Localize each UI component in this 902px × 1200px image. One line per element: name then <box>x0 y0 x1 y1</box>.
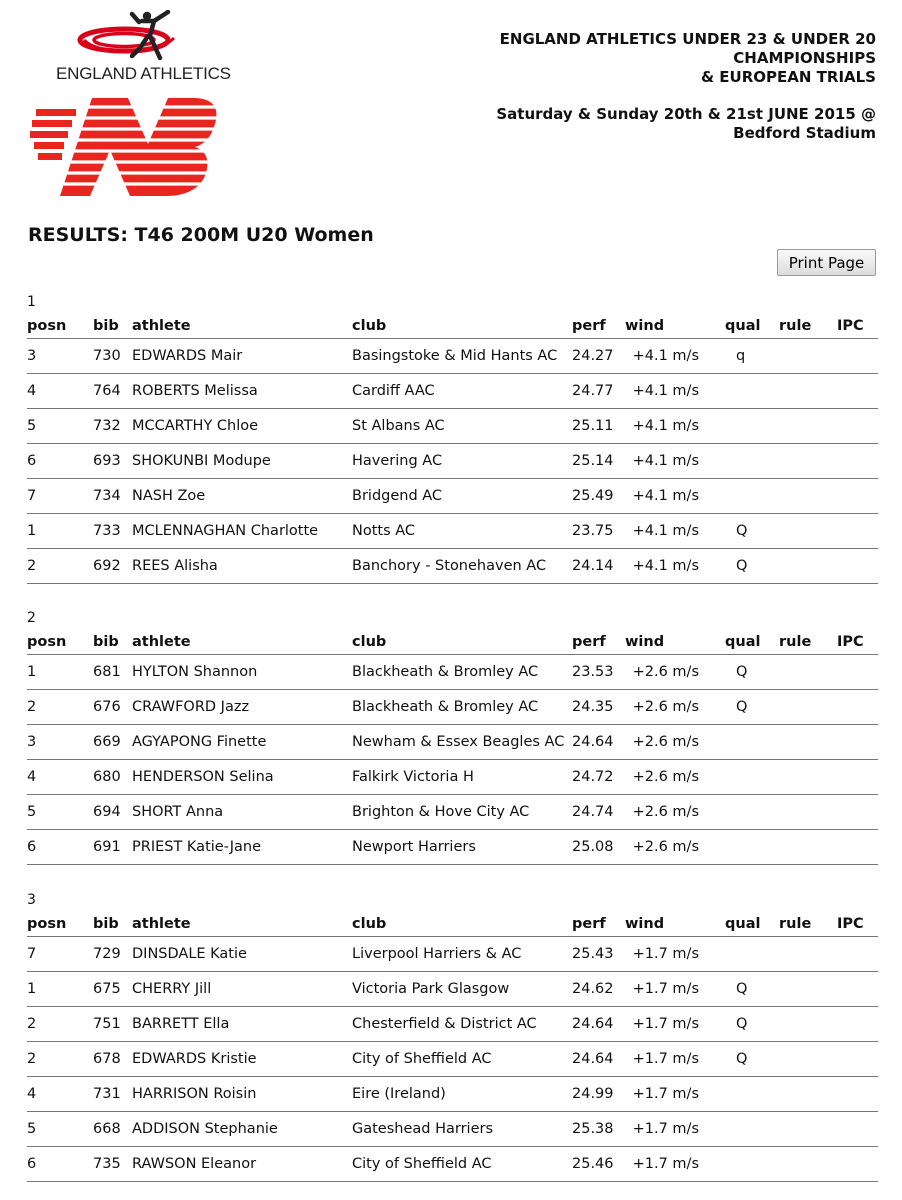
cell-bib: 735 <box>93 1147 132 1182</box>
cell-perf: 23.53 <box>572 655 625 690</box>
cell-posn: 4 <box>27 760 93 795</box>
cell-wind: +2.6 m/s <box>625 690 725 725</box>
cell-bib: 693 <box>93 444 132 479</box>
cell-posn: 1 <box>27 514 93 549</box>
cell-club: Chesterfield & District AC <box>352 1007 572 1042</box>
column-header-perf: perf <box>572 908 625 937</box>
cell-wind: +4.1 m/s <box>625 514 725 549</box>
cell-club: Banchory - Stonehaven AC <box>352 549 572 584</box>
cell-bib: 694 <box>93 795 132 830</box>
cell-ipc <box>837 937 878 972</box>
cell-perf: 24.64 <box>572 725 625 760</box>
cell-wind: +2.6 m/s <box>625 655 725 690</box>
results-title: RESULTS: T46 200M U20 Women <box>28 224 374 246</box>
cell-ipc <box>837 339 878 374</box>
cell-posn: 6 <box>27 444 93 479</box>
table-row <box>27 409 878 444</box>
cell-ipc <box>837 374 878 409</box>
cell-perf: 25.14 <box>572 444 625 479</box>
cell-rule <box>779 339 837 374</box>
cell-wind: +4.1 m/s <box>625 444 725 479</box>
column-header-posn: posn <box>27 908 93 937</box>
event-title-line-3: & EUROPEAN TRIALS <box>701 68 876 86</box>
cell-rule <box>779 1147 837 1182</box>
cell-bib: 730 <box>93 339 132 374</box>
cell-perf: 25.11 <box>572 409 625 444</box>
cell-rule <box>779 972 837 1007</box>
column-header-club: club <box>352 626 572 655</box>
table-row <box>27 830 878 865</box>
cell-rule <box>779 1077 837 1112</box>
event-title-line-2: CHAMPIONSHIPS <box>733 49 876 67</box>
cell-bib: 680 <box>93 760 132 795</box>
cell-ipc <box>837 479 878 514</box>
cell-perf: 25.46 <box>572 1147 625 1182</box>
cell-wind: +2.6 m/s <box>625 830 725 865</box>
table-row <box>27 339 878 374</box>
cell-posn: 7 <box>27 479 93 514</box>
cell-posn: 7 <box>27 937 93 972</box>
cell-rule <box>779 725 837 760</box>
athlete-swoosh-icon <box>74 10 224 68</box>
cell-ipc <box>837 549 878 584</box>
cell-qual: Q <box>725 1042 779 1077</box>
cell-club: Notts AC <box>352 514 572 549</box>
cell-athlete: HENDERSON Selina <box>132 760 352 795</box>
column-header-club: club <box>352 908 572 937</box>
cell-qual: Q <box>725 549 779 584</box>
cell-qual <box>725 409 779 444</box>
cell-bib: 668 <box>93 1112 132 1147</box>
cell-ipc <box>837 795 878 830</box>
cell-bib: 675 <box>93 972 132 1007</box>
cell-athlete: MCCARTHY Chloe <box>132 409 352 444</box>
cell-qual: Q <box>725 514 779 549</box>
column-header-posn: posn <box>27 310 93 339</box>
cell-qual <box>725 795 779 830</box>
cell-ipc <box>837 1147 878 1182</box>
table-row <box>27 795 878 830</box>
column-header-club: club <box>352 310 572 339</box>
table-header-row <box>27 908 878 937</box>
column-header-bib: bib <box>93 310 132 339</box>
cell-posn: 1 <box>27 655 93 690</box>
table-row <box>27 972 878 1007</box>
cell-qual: Q <box>725 655 779 690</box>
table-row <box>27 1147 878 1182</box>
cell-athlete: SHOKUNBI Modupe <box>132 444 352 479</box>
cell-bib: 731 <box>93 1077 132 1112</box>
heat-number: 1 <box>27 294 36 310</box>
cell-club: City of Sheffield AC <box>352 1042 572 1077</box>
cell-perf: 24.77 <box>572 374 625 409</box>
cell-athlete: HARRISON Roisin <box>132 1077 352 1112</box>
cell-perf: 24.14 <box>572 549 625 584</box>
cell-ipc <box>837 1077 878 1112</box>
cell-athlete: PRIEST Katie-Jane <box>132 830 352 865</box>
cell-posn: 4 <box>27 1077 93 1112</box>
column-header-athlete: athlete <box>132 908 352 937</box>
cell-wind: +1.7 m/s <box>625 1112 725 1147</box>
cell-wind: +1.7 m/s <box>625 1042 725 1077</box>
cell-rule <box>779 830 837 865</box>
cell-ipc <box>837 725 878 760</box>
event-date-line-1: Saturday & Sunday 20th & 21st JUNE 2015 @ <box>496 105 876 123</box>
column-header-ipc: IPC <box>837 626 878 655</box>
cell-ipc <box>837 444 878 479</box>
cell-perf: 24.62 <box>572 972 625 1007</box>
cell-club: Havering AC <box>352 444 572 479</box>
cell-rule <box>779 760 837 795</box>
column-header-wind: wind <box>625 908 725 937</box>
cell-perf: 25.49 <box>572 479 625 514</box>
column-header-ipc: IPC <box>837 908 878 937</box>
cell-perf: 24.35 <box>572 690 625 725</box>
cell-posn: 5 <box>27 795 93 830</box>
cell-club: Cardiff AAC <box>352 374 572 409</box>
cell-club: Blackheath & Bromley AC <box>352 655 572 690</box>
cell-rule <box>779 795 837 830</box>
heat-section <box>27 610 878 865</box>
cell-wind: +1.7 m/s <box>625 1147 725 1182</box>
table-header-row <box>27 310 878 339</box>
cell-rule <box>779 444 837 479</box>
cell-posn: 2 <box>27 1042 93 1077</box>
cell-posn: 4 <box>27 374 93 409</box>
heat-section <box>27 294 878 584</box>
cell-bib: 732 <box>93 409 132 444</box>
heat-number: 2 <box>27 610 36 626</box>
cell-ipc <box>837 830 878 865</box>
column-header-perf: perf <box>572 310 625 339</box>
cell-bib: 692 <box>93 549 132 584</box>
cell-bib: 678 <box>93 1042 132 1077</box>
cell-perf: 24.27 <box>572 339 625 374</box>
cell-qual: q <box>725 339 779 374</box>
cell-perf: 25.38 <box>572 1112 625 1147</box>
cell-posn: 6 <box>27 1147 93 1182</box>
table-row <box>27 479 878 514</box>
cell-ipc <box>837 1112 878 1147</box>
new-balance-logo-icon <box>30 92 220 200</box>
cell-athlete: NASH Zoe <box>132 479 352 514</box>
table-row <box>27 760 878 795</box>
cell-qual: Q <box>725 1007 779 1042</box>
cell-posn: 5 <box>27 409 93 444</box>
event-title-line-1: ENGLAND ATHLETICS UNDER 23 & UNDER 20 <box>499 30 876 48</box>
cell-qual <box>725 374 779 409</box>
cell-wind: +2.6 m/s <box>625 760 725 795</box>
cell-wind: +1.7 m/s <box>625 972 725 1007</box>
cell-perf: 25.08 <box>572 830 625 865</box>
column-header-perf: perf <box>572 626 625 655</box>
cell-bib: 733 <box>93 514 132 549</box>
cell-wind: +4.1 m/s <box>625 374 725 409</box>
heat-number: 3 <box>27 892 36 908</box>
table-row <box>27 1112 878 1147</box>
cell-ipc <box>837 760 878 795</box>
england-athletics-logo <box>56 10 261 85</box>
cell-rule <box>779 549 837 584</box>
column-header-wind: wind <box>625 626 725 655</box>
cell-athlete: DINSDALE Katie <box>132 937 352 972</box>
cell-qual <box>725 937 779 972</box>
column-header-rule: rule <box>779 908 837 937</box>
cell-qual: Q <box>725 690 779 725</box>
cell-rule <box>779 1007 837 1042</box>
cell-club: Liverpool Harriers & AC <box>352 937 572 972</box>
cell-rule <box>779 479 837 514</box>
cell-club: Falkirk Victoria H <box>352 760 572 795</box>
column-header-ipc: IPC <box>837 310 878 339</box>
heat-section <box>27 892 878 1182</box>
table-row <box>27 1042 878 1077</box>
table-row <box>27 1077 878 1112</box>
cell-athlete: ROBERTS Melissa <box>132 374 352 409</box>
column-header-wind: wind <box>625 310 725 339</box>
cell-club: City of Sheffield AC <box>352 1147 572 1182</box>
cell-perf: 24.72 <box>572 760 625 795</box>
cell-rule <box>779 937 837 972</box>
cell-rule <box>779 1112 837 1147</box>
cell-club: Basingstoke & Mid Hants AC <box>352 339 572 374</box>
cell-bib: 734 <box>93 479 132 514</box>
table-row <box>27 690 878 725</box>
table-row <box>27 937 878 972</box>
cell-ipc <box>837 514 878 549</box>
column-header-qual: qual <box>725 626 779 655</box>
column-header-bib: bib <box>93 908 132 937</box>
column-header-bib: bib <box>93 626 132 655</box>
cell-rule <box>779 374 837 409</box>
cell-bib: 729 <box>93 937 132 972</box>
cell-athlete: CHERRY Jill <box>132 972 352 1007</box>
cell-club: Eire (Ireland) <box>352 1077 572 1112</box>
cell-perf: 25.43 <box>572 937 625 972</box>
table-header-row <box>27 626 878 655</box>
cell-posn: 3 <box>27 725 93 760</box>
table-row <box>27 725 878 760</box>
cell-rule <box>779 514 837 549</box>
cell-bib: 751 <box>93 1007 132 1042</box>
cell-athlete: RAWSON Eleanor <box>132 1147 352 1182</box>
cell-athlete: EDWARDS Mair <box>132 339 352 374</box>
column-header-qual: qual <box>725 908 779 937</box>
cell-athlete: BARRETT Ella <box>132 1007 352 1042</box>
cell-club: St Albans AC <box>352 409 572 444</box>
cell-perf: 23.75 <box>572 514 625 549</box>
results-table <box>27 908 878 1182</box>
cell-qual <box>725 1147 779 1182</box>
cell-wind: +4.1 m/s <box>625 549 725 584</box>
cell-qual <box>725 1112 779 1147</box>
cell-posn: 3 <box>27 339 93 374</box>
cell-wind: +2.6 m/s <box>625 795 725 830</box>
event-header <box>496 30 876 143</box>
cell-rule <box>779 1042 837 1077</box>
cell-rule <box>779 409 837 444</box>
cell-wind: +4.1 m/s <box>625 339 725 374</box>
table-row <box>27 374 878 409</box>
cell-bib: 669 <box>93 725 132 760</box>
cell-club: Newham & Essex Beagles AC <box>352 725 572 760</box>
column-header-athlete: athlete <box>132 626 352 655</box>
cell-ipc <box>837 690 878 725</box>
cell-wind: +1.7 m/s <box>625 1007 725 1042</box>
column-header-athlete: athlete <box>132 310 352 339</box>
cell-ipc <box>837 1007 878 1042</box>
results-table <box>27 310 878 584</box>
cell-qual <box>725 444 779 479</box>
cell-bib: 676 <box>93 690 132 725</box>
cell-ipc <box>837 1042 878 1077</box>
logo-text: ENGLAND ATHLETICS <box>56 64 231 83</box>
cell-qual <box>725 1077 779 1112</box>
cell-qual <box>725 830 779 865</box>
cell-athlete: SHORT Anna <box>132 795 352 830</box>
cell-perf: 24.64 <box>572 1042 625 1077</box>
table-row <box>27 514 878 549</box>
cell-bib: 764 <box>93 374 132 409</box>
cell-club: Bridgend AC <box>352 479 572 514</box>
cell-perf: 24.64 <box>572 1007 625 1042</box>
cell-posn: 2 <box>27 1007 93 1042</box>
cell-ipc <box>837 972 878 1007</box>
cell-posn: 2 <box>27 690 93 725</box>
cell-bib: 691 <box>93 830 132 865</box>
cell-rule <box>779 690 837 725</box>
cell-rule <box>779 655 837 690</box>
cell-qual <box>725 725 779 760</box>
column-header-rule: rule <box>779 310 837 339</box>
cell-perf: 24.74 <box>572 795 625 830</box>
cell-qual <box>725 760 779 795</box>
cell-perf: 24.99 <box>572 1077 625 1112</box>
column-header-posn: posn <box>27 626 93 655</box>
cell-club: Blackheath & Bromley AC <box>352 690 572 725</box>
cell-ipc <box>837 655 878 690</box>
cell-qual: Q <box>725 972 779 1007</box>
cell-bib: 681 <box>93 655 132 690</box>
print-page-button[interactable]: Print Page <box>777 249 876 276</box>
cell-qual <box>725 479 779 514</box>
cell-athlete: CRAWFORD Jazz <box>132 690 352 725</box>
cell-posn: 2 <box>27 549 93 584</box>
column-header-rule: rule <box>779 626 837 655</box>
table-row <box>27 1007 878 1042</box>
cell-wind: +4.1 m/s <box>625 409 725 444</box>
cell-ipc <box>837 409 878 444</box>
cell-club: Victoria Park Glasgow <box>352 972 572 1007</box>
cell-wind: +1.7 m/s <box>625 937 725 972</box>
cell-club: Gateshead Harriers <box>352 1112 572 1147</box>
cell-posn: 6 <box>27 830 93 865</box>
cell-athlete: EDWARDS Kristie <box>132 1042 352 1077</box>
results-table <box>27 626 878 865</box>
cell-athlete: REES Alisha <box>132 549 352 584</box>
table-row <box>27 655 878 690</box>
cell-club: Brighton & Hove City AC <box>352 795 572 830</box>
cell-club: Newport Harriers <box>352 830 572 865</box>
column-header-qual: qual <box>725 310 779 339</box>
cell-athlete: MCLENNAGHAN Charlotte <box>132 514 352 549</box>
table-row <box>27 444 878 479</box>
cell-posn: 5 <box>27 1112 93 1147</box>
cell-posn: 1 <box>27 972 93 1007</box>
cell-wind: +4.1 m/s <box>625 479 725 514</box>
table-row <box>27 549 878 584</box>
cell-wind: +2.6 m/s <box>625 725 725 760</box>
cell-athlete: AGYAPONG Finette <box>132 725 352 760</box>
event-date-line-2: Bedford Stadium <box>733 124 876 142</box>
cell-wind: +1.7 m/s <box>625 1077 725 1112</box>
cell-athlete: HYLTON Shannon <box>132 655 352 690</box>
cell-athlete: ADDISON Stephanie <box>132 1112 352 1147</box>
